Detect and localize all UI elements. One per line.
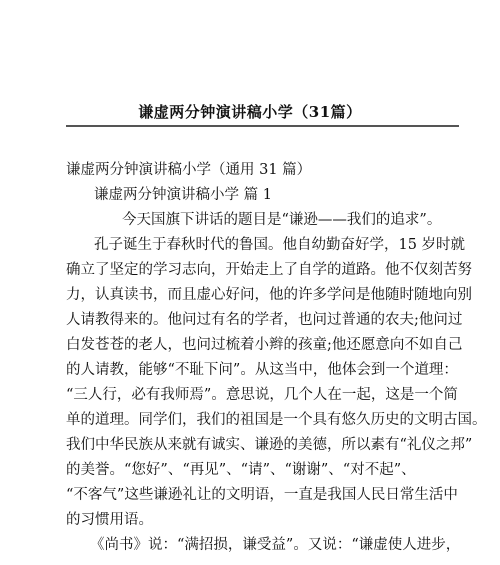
document-body [66, 158, 487, 558]
paragraph-line: 今天国旗下讲话的题目是“谦逊——我们的追求”。 [122, 212, 442, 228]
document-title: 谦虚两分钟演讲稿小学（31篇） [138, 103, 362, 121]
section-subheading: 谦虚两分钟演讲稿小学 篇 1 [94, 187, 272, 203]
title-divider [66, 125, 459, 127]
paragraph-line: 的美誉。“您好”、“再见”、“请”、“谢谢”、“对不起”、 [66, 462, 416, 478]
paragraph-line: 的人请教，能够“不耻下问”。从这当中，他体会到一个道理： [66, 362, 458, 378]
paragraph-line: 的习惯用语。 [66, 512, 153, 528]
paragraph-line: 我们中华民族从来就有诚实、谦逊的美德，所以素有“礼仪之邦” [66, 437, 473, 453]
paragraph-line: 力，认真读书，而且虚心好问，他的许多学问是他随时随地向别 [66, 287, 472, 303]
paragraph-line: 人请教得来的。他问过有名的学者，也问过普通的农夫;他问过 [66, 312, 463, 328]
paragraph-line: 单的道理。同学们，我们的祖国是一个具有悠久历史的文明古国。 [66, 412, 487, 428]
paragraph-line: 确立了坚定的学习志向，开始走上了自学的道路。他不仅刻苦努 [66, 262, 472, 278]
paragraph-line: 白发苍苍的老人，也问过梳着小辫的孩童;他还愿意向不如自己 [66, 337, 463, 353]
paragraph-line: “三人行，必有我师焉”。意思说，几个人在一起，这是一个简 [66, 387, 458, 403]
section-heading: 谦虚两分钟演讲稿小学（通用 31 篇） [66, 162, 312, 178]
paragraph-line: “不客气”这些谦逊礼让的文明语，一直是我国人民日常生活中 [66, 487, 458, 503]
paragraph-line: 《尚书》说：“满招损，谦受益”。又说：“谦虚使人进步， [90, 537, 461, 553]
paragraph-line: 孔子诞生于春秋时代的鲁国。他自幼勤奋好学，15 岁时就 [94, 237, 466, 253]
